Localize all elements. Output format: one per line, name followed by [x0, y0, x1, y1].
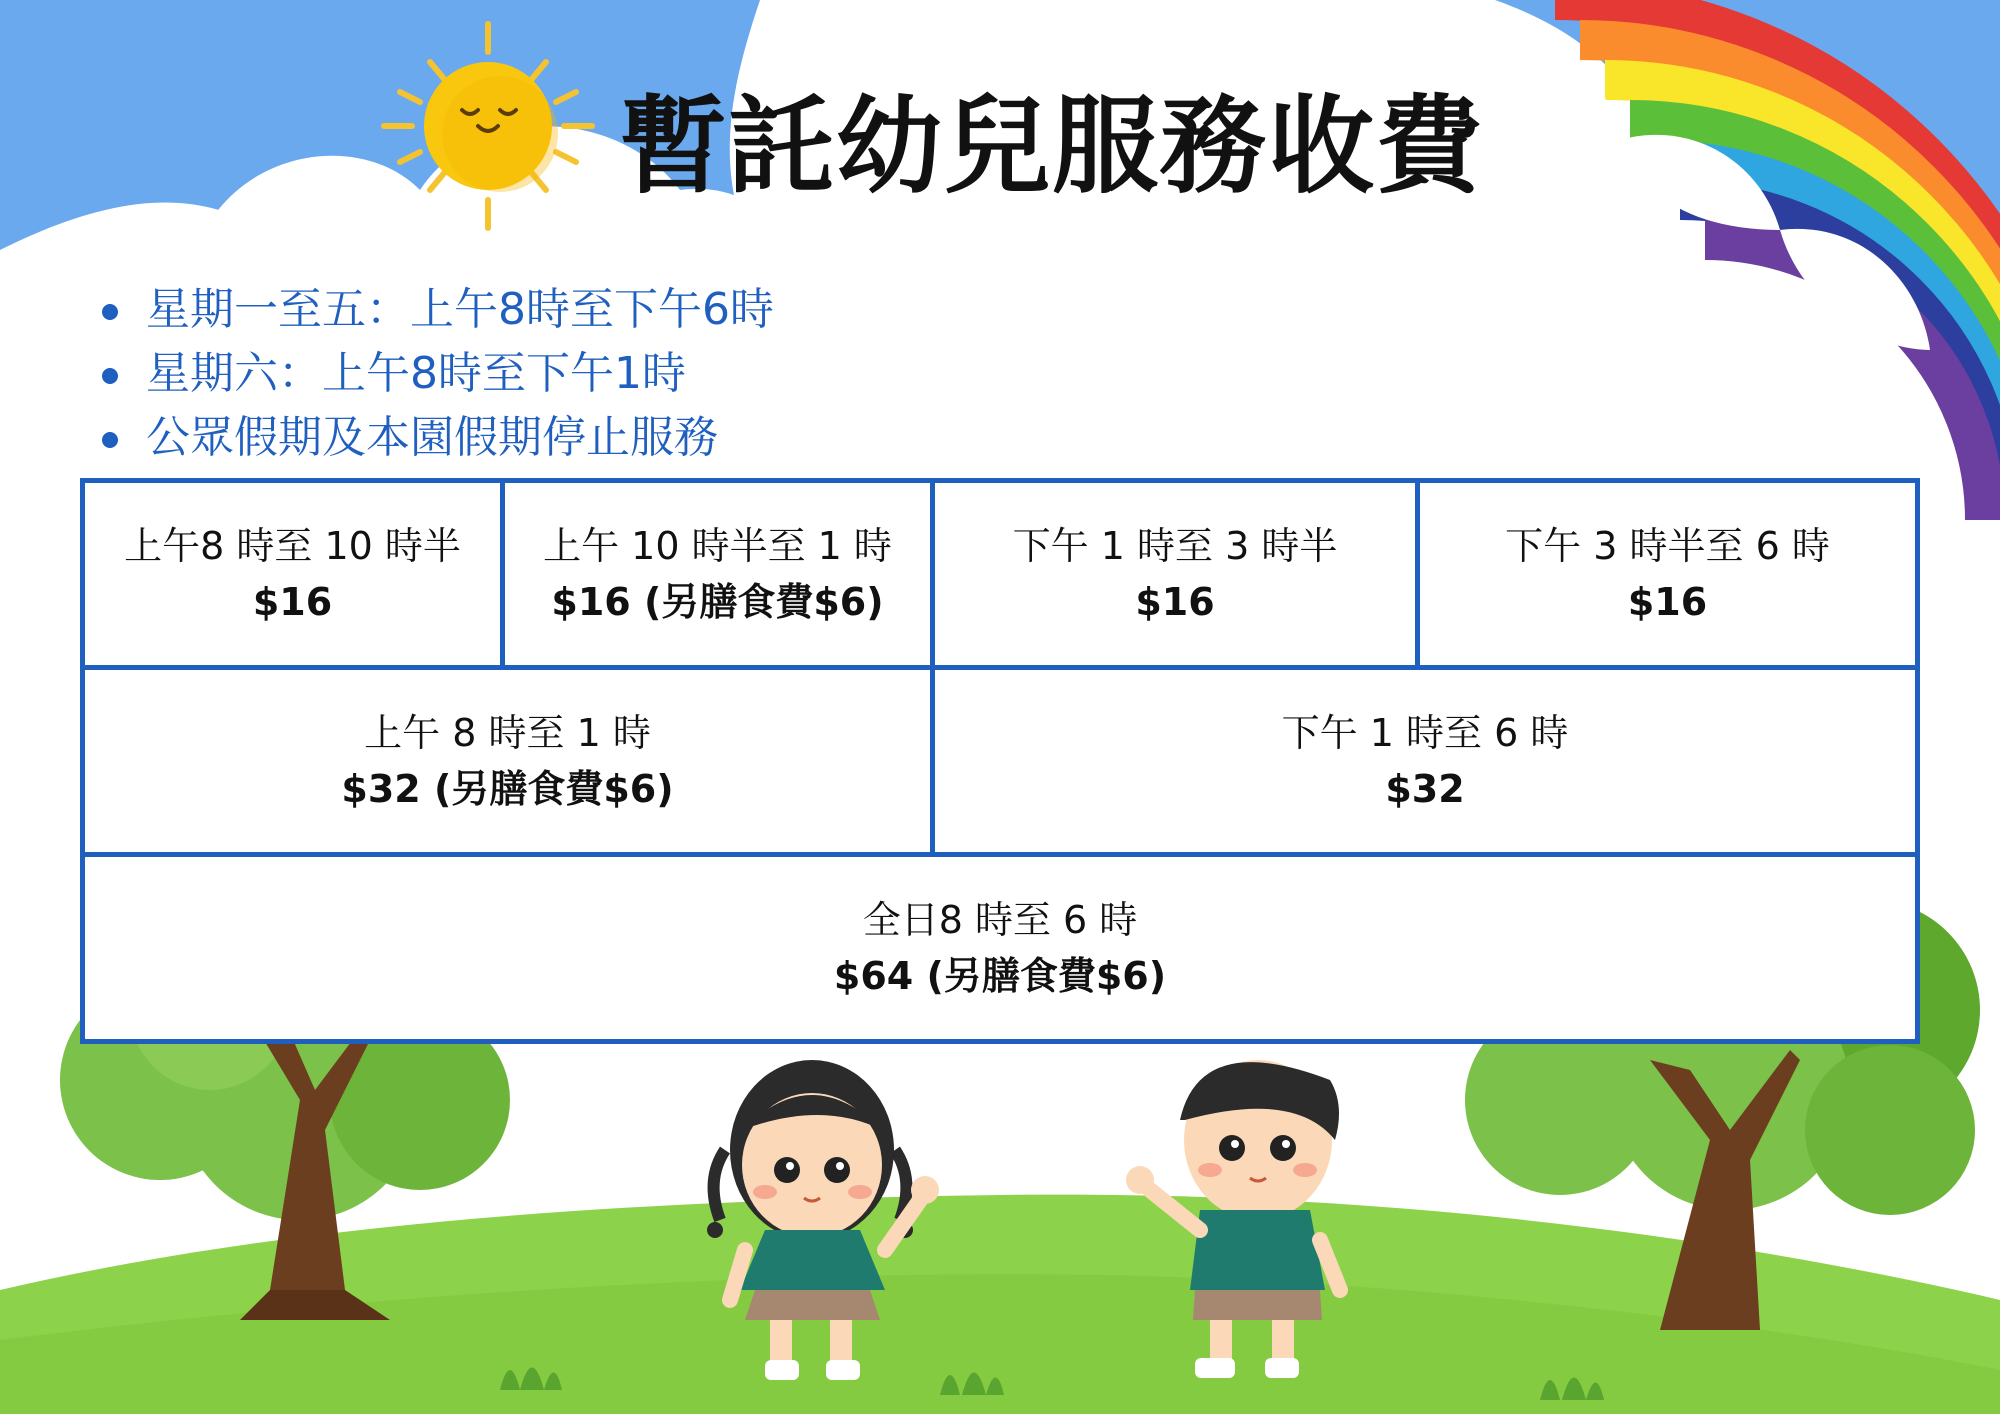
fee-period: 上午8 時至 10 時半: [124, 524, 461, 568]
fee-table: [80, 478, 1920, 1044]
list-item: [100, 278, 774, 342]
fee-period: 下午 1 時至 6 時: [1281, 711, 1569, 755]
fee-price: $32 (另膳食費$6): [341, 767, 674, 811]
service-hours-text: 星期六：上午8時至下午1時: [146, 348, 686, 399]
service-hours-text: 公眾假期及本園假期停止服務: [146, 412, 718, 463]
bullet-icon: [102, 304, 118, 320]
table-row: [83, 855, 1918, 1042]
fee-cell: [83, 481, 503, 668]
fee-cell: [83, 855, 1918, 1042]
fee-price: $16: [252, 580, 333, 624]
bullet-icon: [102, 432, 118, 448]
list-item: [100, 406, 774, 470]
fee-price: $16 (另膳食費$6): [551, 580, 884, 624]
fee-period: 全日8 時至 6 時: [862, 898, 1138, 942]
fee-price: $16: [1627, 580, 1708, 624]
service-hours-list: [100, 278, 774, 470]
fee-cell: [83, 668, 933, 855]
fee-period: 下午 1 時至 3 時半: [1012, 524, 1338, 568]
fee-cell: [933, 481, 1418, 668]
service-hours-text: 星期一至五：上午8時至下午6時: [146, 284, 774, 335]
fee-cell: [503, 481, 933, 668]
fee-cell: [933, 668, 1918, 855]
bullet-icon: [102, 368, 118, 384]
list-item: [100, 342, 774, 406]
fee-period: 上午 10 時半至 1 時: [543, 524, 892, 568]
fee-price: $16: [1135, 580, 1215, 624]
fee-price: $64 (另膳食費$6): [833, 954, 1167, 998]
table-row: [83, 481, 1918, 668]
fee-price: $32: [1385, 767, 1465, 811]
page-title: 暫託幼兒服務收費: [620, 85, 1484, 208]
fee-cell: [1418, 481, 1918, 668]
table-row: [83, 668, 1918, 855]
fee-period: 上午 8 時至 1 時: [364, 711, 651, 755]
fee-period: 下午 3 時半至 6 時: [1505, 524, 1830, 568]
